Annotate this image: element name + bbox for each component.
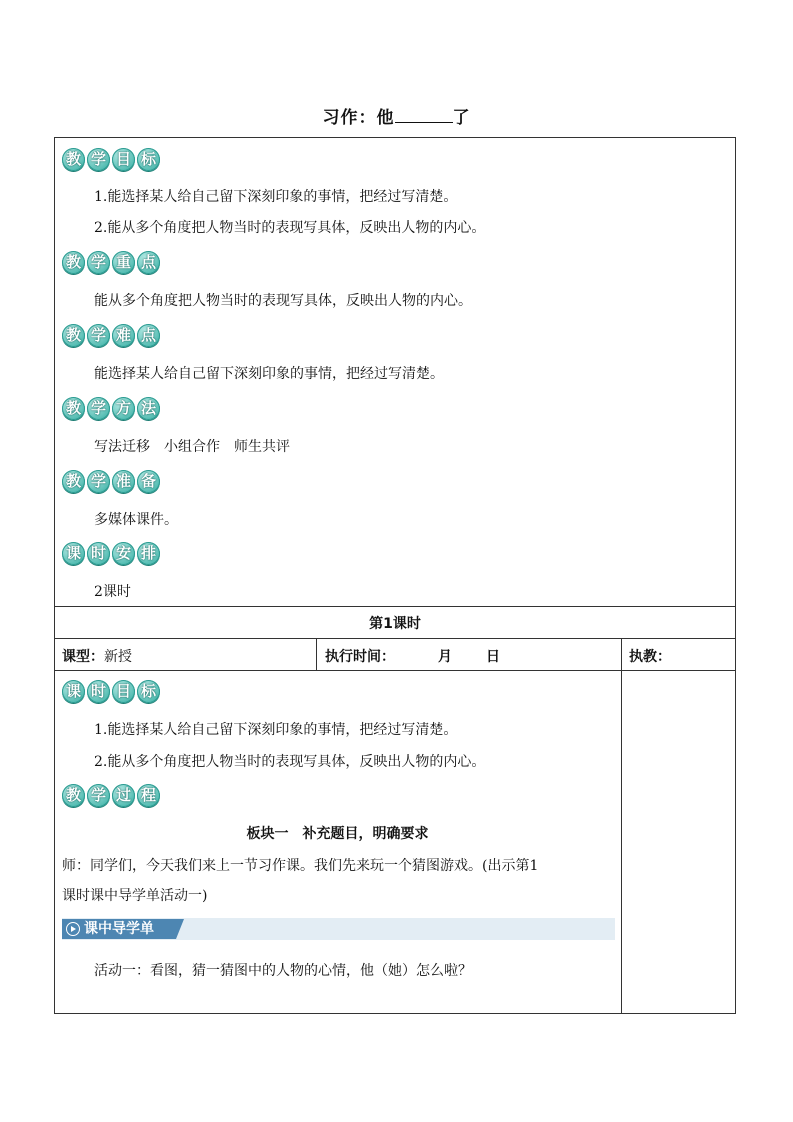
table-divider [54,670,736,671]
execution-time-label: 执行时间： [325,649,395,665]
execution-day: 日 [486,649,500,665]
focus-line: 能从多个角度把人物当时的表现写具体，反映出人物的内心。 [94,293,472,309]
heading-teaching-process [62,784,160,807]
guide-sheet-label: 课中导学单 [84,921,154,937]
heading-char: 法 [137,397,160,420]
heading-char: 点 [137,324,160,347]
document-title [0,103,793,128]
heading-char: 方 [112,397,135,420]
heading-char: 教 [62,148,85,171]
goal-line: 2.能从多个角度把人物当时的表现写具体，反映出人物的内心。 [94,220,486,236]
block-title: 板块一 补充题目，明确要求 [246,826,429,842]
process-paragraph-line: 课时课中导学单活动一) [62,888,208,904]
heading-char: 教 [62,324,85,347]
goal-line: 1.能选择某人给自己留下深刻印象的事情，把经过写清楚。 [94,189,458,205]
heading-char: 目 [112,148,135,171]
heading-char: 排 [137,542,160,565]
heading-char: 学 [87,324,110,347]
table-divider [54,606,736,607]
heading-char: 安 [112,542,135,565]
heading-char: 学 [87,470,110,493]
table-divider [54,638,736,639]
heading-char: 学 [87,251,110,274]
teacher-label: 执教： [629,649,671,665]
lesson-type-label: 课型： [62,649,104,665]
heading-char: 时 [87,680,110,703]
heading-char: 学 [87,148,110,171]
heading-char: 重 [112,251,135,274]
heading-char: 过 [112,784,135,807]
heading-char: 准 [112,470,135,493]
heading-char: 备 [137,470,160,493]
heading-teaching-difficulty [62,324,160,347]
heading-char: 程 [137,784,160,807]
lesson-goal-line: 1.能选择某人给自己留下深刻印象的事情，把经过写清楚。 [94,722,458,738]
lesson-title: 第1课时 [369,616,421,632]
heading-char: 教 [62,784,85,807]
heading-teaching-goals [62,148,160,171]
table-column-divider [316,638,317,670]
heading-char: 教 [62,251,85,274]
heading-char: 课 [62,542,85,565]
heading-char: 教 [62,397,85,420]
lesson-type-value: 新授 [104,649,132,665]
heading-char: 点 [137,251,160,274]
heading-char: 目 [112,680,135,703]
execution-month: 月 [438,649,452,665]
guide-sheet-tag [62,919,176,939]
heading-char: 学 [87,397,110,420]
execution-time [325,646,395,666]
heading-teaching-method [62,397,160,420]
play-icon [66,922,80,936]
activity-line: 活动一：看图，猜一猜图中的人物的心情，他（她）怎么啦？ [94,963,472,979]
heading-char: 标 [137,148,160,171]
heading-char: 标 [137,680,160,703]
lesson-goal-line: 2.能从多个角度把人物当时的表现写具体，反映出人物的内心。 [94,754,486,770]
heading-char: 教 [62,470,85,493]
table-column-divider [621,638,622,1014]
guide-sheet-banner [62,918,615,940]
method-line: 写法迁移 小组合作 师生共评 [94,439,290,455]
heading-char: 课 [62,680,85,703]
heading-teaching-focus [62,251,160,274]
heading-class-schedule [62,542,160,565]
heading-char: 难 [112,324,135,347]
tag-notch [176,919,184,939]
difficulty-line: 能选择某人给自己留下深刻印象的事情，把经过写清楚。 [94,366,444,382]
title-suffix: 了 [452,108,471,128]
heading-char: 时 [87,542,110,565]
prep-line: 多媒体课件。 [94,512,178,528]
title-prefix: 习作：他 [322,108,395,128]
title-blank [395,108,453,123]
heading-char: 学 [87,784,110,807]
process-paragraph-line: 师：同学们，今天我们来上一节习作课。我们先来玩一个猜图游戏。(出示第1 [62,858,539,874]
schedule-line: 2课时 [94,584,131,600]
lesson-type [62,646,132,666]
heading-teaching-prep [62,470,160,493]
heading-lesson-goals [62,680,160,703]
